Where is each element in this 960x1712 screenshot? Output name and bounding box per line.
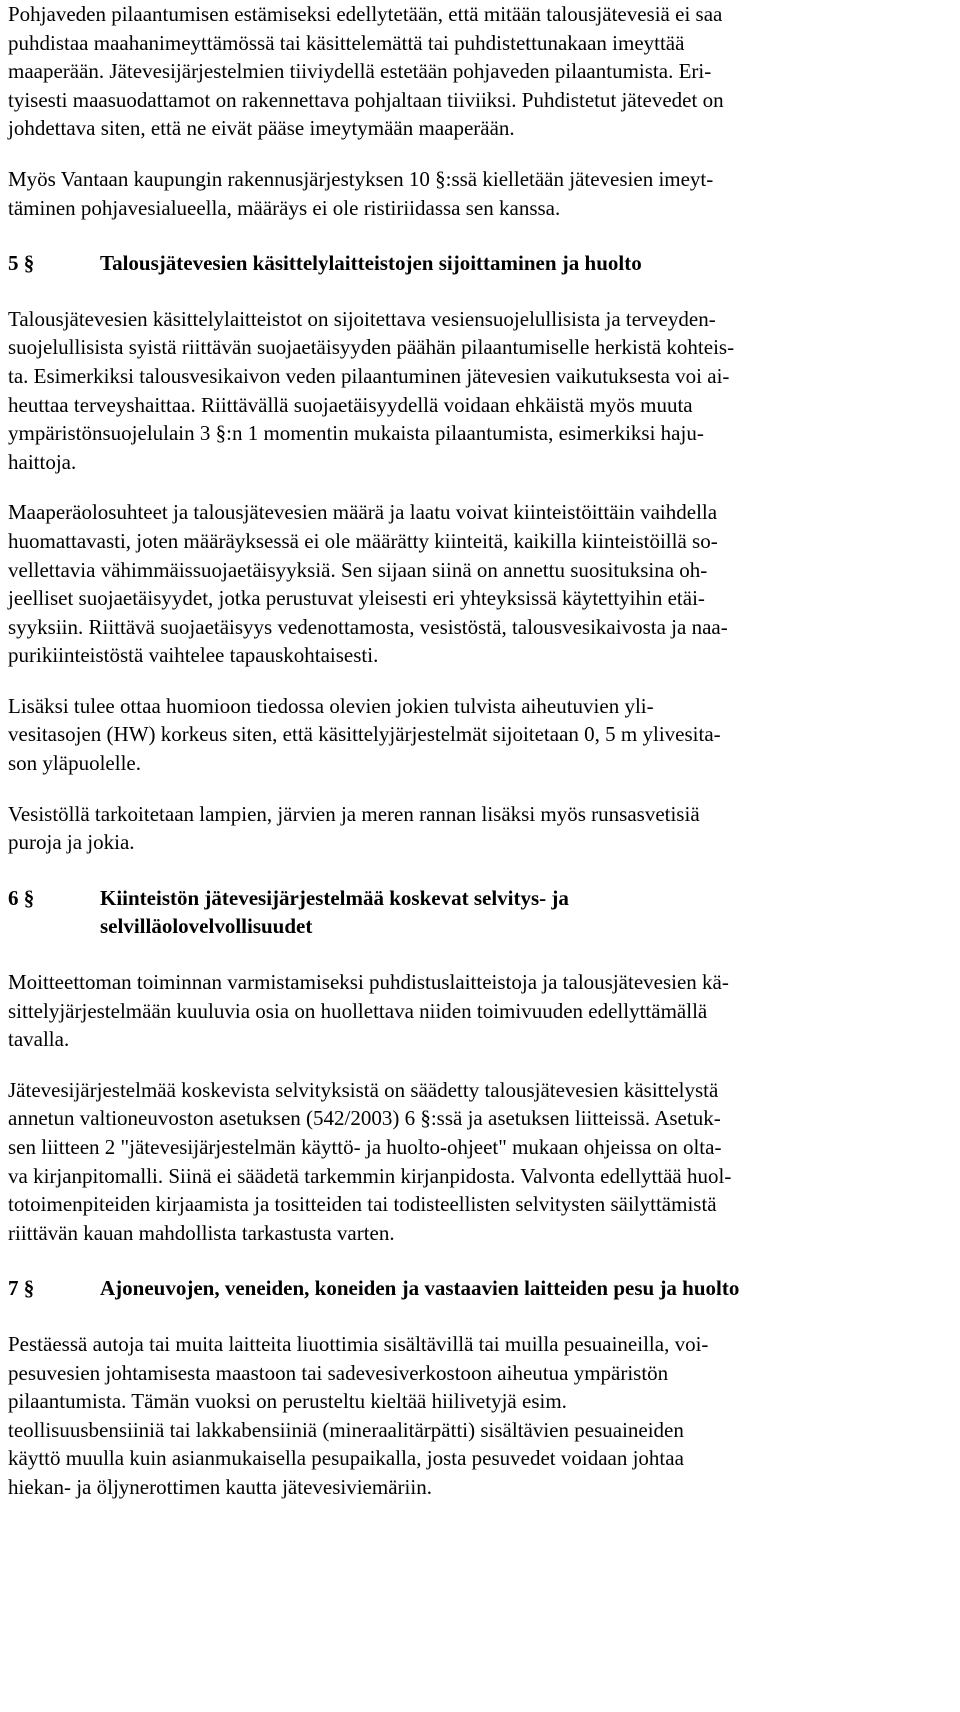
paragraph-flood-levels: Lisäksi tulee ottaa huomioon tiedossa olevien jokien tulvista aiheutuvien yli- vesitasojen (HW) korkeus siten, että käsittelyjärjestelmät sijoitetaan 0, 5 m ylivesita- son yläpuolelle. — [8, 693, 721, 776]
paragraph-vantaa-building-order: Myös Vantaan kaupungin rakennusjärjestyksen 10 §:ssä kielletään jätevesien imeyt- täminen pohjavesialueella, määräys ei ole ristiriidassa sen kanssa. — [8, 166, 714, 220]
paragraph-soil-conditions: Maaperäolosuhteet ja talousjätevesien määrä ja laatu voivat kiinteistöittäin vaihdella huomattavasti, joten määräyksessä ei ole määrätty kiinteitä, kaikilla kiinteistöillä so- vellettavia vähimmäissuojaetäisyyksiä. Sen sijaan siinä on annettu suosituksina oh- jeelliset suojaetäisyydet, jotka perustuvat yleisesti eri yhteyksissä käytettyihin etäi- syyksiin. Riittävä suojaetäisyys vedenottamosta, vesistöstä, talousvesikaivosta ja naa- purikiinteistöstä vaihtelee tapauskohtaisesti. — [8, 500, 728, 668]
paragraph-groundwater-protection: Pohjaveden pilaantumisen estämiseksi edellytetään, että mitään talousjätevesiä ei saa puhdistaa maahanimeyttämössä tai käsittelemättä tai puhdistettunakaan imeyttää maaperään. Jätevesijärjestelmien tiiviydellä estetään pohjaveden pilaantumista. Eri- tyisesti maasuodattamot on rakennettava pohjaltaan tiiviiksi. Puhdistetut jätevedet on johdettava siten, että ne eivät pääse imeytymään maaperään. — [8, 2, 724, 141]
section-title: Ajoneuvojen, veneiden, koneiden ja vastaavien laitteiden pesu ja huolto — [100, 1276, 740, 1301]
paragraph-reports: Jätevesijärjestelmää koskevista selvityksistä on säädetty talousjätevesien käsittelystä annetun valtioneuvoston asetuksen (542/2003) 6 §:ssä ja asetuksen liitteissä. Asetuk- sen liitteen 2 "jätevesijärjestelmän käyttö- ja huolto-ohjeet" mukaan ohjeissa on olta- va kirjanpitomalli. Siinä ei säädetä tarkemmin kirjanpidosta. Valvonta edellyttää huol- totoimenpiteiden kirjaamista ja tositteiden tai todisteellisten selvitysten säilyttämistä riittävän kauan mahdollista tarkastusta varten. — [8, 1077, 732, 1245]
section-title: Talousjätevesien käsittelylaitteistojen sijoittaminen ja huolto — [100, 251, 642, 276]
section-heading-5 — [8, 249, 960, 278]
paragraph-maintenance: Moitteettoman toiminnan varmistamiseksi puhdistuslaitteistoja ja talousjätevesien kä- sittelyjärjestelmään kuuluvia osia on huollettava niiden toimivuuden edellyttämällä tavalla. — [8, 970, 729, 1052]
section-number: 5 § — [8, 251, 35, 276]
section-heading-7 — [8, 1274, 960, 1303]
paragraph-placement-distance: Talousjätevesien käsittelylaitteistot on sijoitettava vesiensuojelullisista ja terveyden- suojelullisista syistä riittävän suojaetäisyyden päähän pilaantumiselle herkistä kohteis- ta. Esimerkiksi talousvesikaivon veden pilaantuminen jätevesien vaikutuksesta voi ai- heuttaa terveyshaittaa. Riittävällä suojaetäisyydellä voidaan ehkäistä myös muuta ympäristönsuojelulain 3 §:n 1 momentin mukaista pilaantumista, esimerkiksi haju- haittoja. — [8, 306, 735, 474]
section-number: 6 § — [8, 885, 35, 910]
section-number: 7 § — [8, 1276, 35, 1301]
paragraph-vehicle-washing: Pestäessä autoja tai muita laitteita liuottimia sisältävillä tai muilla pesuaineilla, voi- pesuvesien johtamisesta maastoon tai sadevesiverkostoon aiheutua ympäristön pilaantumista. Tämän vuoksi on perusteltu kieltää hiilivetyjä esim. teollisuusbensiiniä tai lakkabensiiniä (mineraalitärpätti) sisältävien pesuaineiden käyttö muulla kuin asianmukaisella pesupaikalla, josta pesuvedet voidaan johtaa hiekan- ja öljynerottimen kautta jätevesiviemäriin. — [8, 1331, 709, 1499]
section-heading-6 — [8, 884, 960, 941]
section-title: Kiinteistön jätevesijärjestelmää koskevat selvitys- ja selvilläolovelvollisuudet — [100, 885, 569, 939]
paragraph-waterbody-definition: Vesistöllä tarkoitetaan lampien, järvien ja meren rannan lisäksi myös runsasvetisiä puroja ja jokia. — [8, 801, 700, 855]
